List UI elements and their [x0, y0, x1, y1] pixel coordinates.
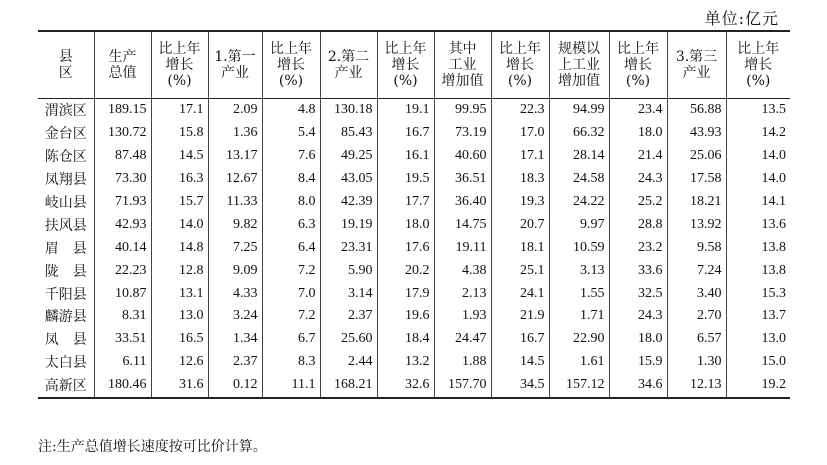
table-cell: 168.21 [320, 374, 377, 398]
table-cell: 99.95 [434, 99, 491, 122]
table-cell: 2.13 [434, 282, 491, 305]
county-name-cell: 麟游县 [44, 309, 87, 326]
county-name-cell: 太白县 [44, 355, 87, 372]
table-cell: 5.4 [262, 122, 320, 145]
table-cell: 12.8 [151, 259, 208, 282]
column-header: 规模以 上工业 增加值 [549, 31, 609, 99]
table-cell: 16.1 [377, 145, 434, 168]
table-cell: 73.30 [94, 168, 151, 191]
table-cell: 66.32 [549, 122, 609, 145]
table-cell: 25.60 [320, 328, 377, 351]
table-cell: 7.2 [262, 259, 320, 282]
county-name-cell: 陈仓区 [44, 149, 87, 166]
table-cell: 130.72 [94, 122, 151, 145]
county-name-cell: 凤 县 [44, 332, 87, 349]
table-cell: 15.8 [151, 122, 208, 145]
table-cell: 73.19 [434, 122, 491, 145]
table-cell: 17.1 [151, 99, 208, 122]
table-cell: 1.61 [549, 351, 609, 374]
table-cell: 19.11 [434, 236, 491, 259]
table-cell: 18.4 [377, 328, 434, 351]
table-cell: 22.23 [94, 259, 151, 282]
table-cell: 7.6 [262, 145, 320, 168]
table-row [38, 99, 790, 122]
table-cell: 34.5 [491, 374, 549, 398]
table-cell: 23.2 [609, 236, 667, 259]
table-cell: 7.25 [208, 236, 262, 259]
table-cell: 11.1 [262, 374, 320, 398]
table-row [38, 168, 790, 191]
table-cell: 17.0 [491, 122, 549, 145]
table-cell: 8.4 [262, 168, 320, 191]
table-cell: 33.6 [609, 259, 667, 282]
table-cell: 2.70 [667, 305, 726, 328]
table-cell: 11.33 [208, 191, 262, 214]
table-cell: 12.67 [208, 168, 262, 191]
table-cell: 4.33 [208, 282, 262, 305]
table-cell: 22.90 [549, 328, 609, 351]
table-cell: 7.24 [667, 259, 726, 282]
column-header: 比上年 增长 (%) [377, 31, 434, 99]
table-cell: 14.75 [434, 213, 491, 236]
table-cell: 19.5 [377, 168, 434, 191]
column-header: 比上年 增长 (%) [262, 31, 320, 99]
table-cell: 13.6 [726, 213, 790, 236]
table-cell: 14.0 [151, 213, 208, 236]
table-row [38, 305, 790, 328]
table-cell: 17.9 [377, 282, 434, 305]
table-cell: 85.43 [320, 122, 377, 145]
table-cell: 13.17 [208, 145, 262, 168]
county-name-cell: 眉 县 [44, 240, 87, 257]
table-cell: 40.14 [94, 236, 151, 259]
table-cell: 14.0 [726, 145, 790, 168]
table-cell: 24.22 [549, 191, 609, 214]
table-cell: 23.4 [609, 99, 667, 122]
table-cell: 13.8 [726, 236, 790, 259]
table-cell: 18.0 [609, 328, 667, 351]
table-cell: 18.0 [609, 122, 667, 145]
county-name-cell: 岐山县 [44, 195, 87, 211]
column-header: 县 区 [38, 31, 94, 99]
table-cell: 19.6 [377, 305, 434, 328]
table-cell: 10.59 [549, 236, 609, 259]
table-cell: 15.7 [151, 191, 208, 214]
table-cell: 13.5 [726, 99, 790, 122]
table-cell: 6.4 [262, 236, 320, 259]
footnote: 注:生产总值增长速度按可比价计算。 [38, 439, 267, 455]
table-cell: 56.88 [667, 99, 726, 122]
table-cell: 13.8 [726, 259, 790, 282]
table-cell: 7.2 [262, 305, 320, 328]
table-cell: 189.15 [94, 99, 151, 122]
table-body [38, 99, 790, 398]
county-name-cell: 千阳县 [44, 286, 87, 303]
table-cell: 18.21 [667, 191, 726, 214]
table-cell: 17.6 [377, 236, 434, 259]
table-cell: 28.14 [549, 145, 609, 168]
table-cell: 9.97 [549, 213, 609, 236]
table-cell: 12.6 [151, 351, 208, 374]
table-cell: 3.13 [549, 259, 609, 282]
table-cell: 9.09 [208, 259, 262, 282]
table-cell: 18.1 [491, 236, 549, 259]
table-row [38, 282, 790, 305]
table-cell: 16.3 [151, 168, 208, 191]
column-header: 比上年 增长 (%) [151, 31, 208, 99]
table-cell: 13.92 [667, 213, 726, 236]
table-cell: 87.48 [94, 145, 151, 168]
table-cell: 15.3 [726, 282, 790, 305]
column-header: 其中 工业 增加值 [434, 31, 491, 99]
table-cell: 12.13 [667, 374, 726, 398]
table-cell: 33.51 [94, 328, 151, 351]
table-cell: 4.38 [434, 259, 491, 282]
table-cell: 40.60 [434, 145, 491, 168]
county-gdp-table [38, 30, 790, 399]
table-cell: 5.90 [320, 259, 377, 282]
table-cell: 19.19 [320, 213, 377, 236]
table-cell: 14.1 [726, 191, 790, 214]
table-cell: 0.12 [208, 374, 262, 398]
table-cell: 13.1 [151, 282, 208, 305]
table-row [38, 351, 790, 374]
table-cell: 13.0 [151, 305, 208, 328]
table-cell: 43.05 [320, 168, 377, 191]
column-header: 生产 总值 [94, 31, 151, 99]
table-cell: 20.2 [377, 259, 434, 282]
table-cell: 17.58 [667, 168, 726, 191]
table-cell: 21.4 [609, 145, 667, 168]
table-cell: 9.82 [208, 213, 262, 236]
table-cell: 130.18 [320, 99, 377, 122]
table-cell: 19.2 [726, 374, 790, 398]
column-header: 1.第一 产业 [208, 31, 262, 99]
table-cell: 157.70 [434, 374, 491, 398]
table-cell: 6.11 [94, 351, 151, 374]
table-cell: 1.88 [434, 351, 491, 374]
table-cell: 19.3 [491, 191, 549, 214]
table-cell: 23.31 [320, 236, 377, 259]
table-row [38, 374, 790, 398]
table-row [38, 191, 790, 214]
table-cell: 18.0 [377, 213, 434, 236]
county-name-cell: 凤翔县 [44, 172, 87, 189]
table-cell: 14.8 [151, 236, 208, 259]
table-cell: 1.30 [667, 351, 726, 374]
table-cell: 21.9 [491, 305, 549, 328]
table-cell: 10.87 [94, 282, 151, 305]
table-cell: 8.0 [262, 191, 320, 214]
table-cell: 14.2 [726, 122, 790, 145]
table-cell: 25.06 [667, 145, 726, 168]
table-cell: 20.7 [491, 213, 549, 236]
table-cell: 94.99 [549, 99, 609, 122]
table-cell: 24.1 [491, 282, 549, 305]
table-row [38, 259, 790, 282]
column-header: 比上年 增长 (%) [491, 31, 549, 99]
table-cell: 7.0 [262, 282, 320, 305]
county-name-cell: 高新区 [38, 374, 94, 398]
table-cell: 24.3 [609, 168, 667, 191]
table-cell: 8.3 [262, 351, 320, 374]
table-cell: 14.0 [726, 168, 790, 191]
table-cell: 19.1 [377, 99, 434, 122]
table-cell: 14.5 [491, 351, 549, 374]
county-name-cell: 金台区 [44, 126, 87, 143]
column-header: 比上年 增长 (%) [726, 31, 790, 99]
table-cell: 1.34 [208, 328, 262, 351]
table-cell: 16.7 [491, 328, 549, 351]
table-cell: 71.93 [94, 191, 151, 214]
table-cell: 180.46 [94, 374, 151, 398]
table-cell: 1.71 [549, 305, 609, 328]
table-cell: 24.58 [549, 168, 609, 191]
table-cell: 32.5 [609, 282, 667, 305]
table-cell: 6.57 [667, 328, 726, 351]
table-cell: 13.0 [726, 328, 790, 351]
table-cell: 1.93 [434, 305, 491, 328]
table-cell: 3.14 [320, 282, 377, 305]
table-cell: 32.6 [377, 374, 434, 398]
table-cell: 43.93 [667, 122, 726, 145]
table-cell: 17.1 [491, 145, 549, 168]
table-row [38, 145, 790, 168]
table-cell: 49.25 [320, 145, 377, 168]
table-cell: 28.8 [609, 213, 667, 236]
table-cell: 24.3 [609, 305, 667, 328]
table-cell: 25.1 [491, 259, 549, 282]
table-cell: 9.58 [667, 236, 726, 259]
table-cell: 18.3 [491, 168, 549, 191]
table-cell: 15.9 [609, 351, 667, 374]
table-cell: 13.2 [377, 351, 434, 374]
table-cell: 36.51 [434, 168, 491, 191]
column-header: 比上年 增长 (%) [609, 31, 667, 99]
county-name-cell: 陇 县 [44, 263, 87, 280]
column-header: 3.第三 产业 [667, 31, 726, 99]
table-cell: 6.7 [262, 328, 320, 351]
table-cell: 42.93 [94, 213, 151, 236]
table-cell: 157.12 [549, 374, 609, 398]
table-cell: 2.37 [320, 305, 377, 328]
county-name-cell: 渭滨区 [44, 103, 87, 120]
table-cell: 13.7 [726, 305, 790, 328]
table-cell: 1.36 [208, 122, 262, 145]
table-cell: 17.7 [377, 191, 434, 214]
table-cell: 16.7 [377, 122, 434, 145]
table-cell: 3.24 [208, 305, 262, 328]
table-row [38, 213, 790, 236]
table-cell: 31.6 [151, 374, 208, 398]
table-cell: 15.0 [726, 351, 790, 374]
table-cell: 42.39 [320, 191, 377, 214]
table-cell: 2.09 [208, 99, 262, 122]
table-cell: 14.5 [151, 145, 208, 168]
table-cell: 24.47 [434, 328, 491, 351]
county-name-cell: 扶风县 [44, 217, 87, 234]
table-cell: 36.40 [434, 191, 491, 214]
table-cell: 2.44 [320, 351, 377, 374]
table-row [38, 328, 790, 351]
table-cell: 2.37 [208, 351, 262, 374]
table-row [38, 122, 790, 145]
table-cell: 8.31 [94, 305, 151, 328]
table-cell: 16.5 [151, 328, 208, 351]
table-cell: 25.2 [609, 191, 667, 214]
table-cell: 6.3 [262, 213, 320, 236]
table-row [38, 236, 790, 259]
table-cell: 34.6 [609, 374, 667, 398]
table-cell: 3.40 [667, 282, 726, 305]
table-cell: 1.55 [549, 282, 609, 305]
table-header-row [38, 31, 790, 99]
column-header: 2.第二 产业 [320, 31, 377, 99]
table-cell: 4.8 [262, 99, 320, 122]
unit-label: 单位:亿元 [704, 9, 779, 28]
table-cell: 22.3 [491, 99, 549, 122]
